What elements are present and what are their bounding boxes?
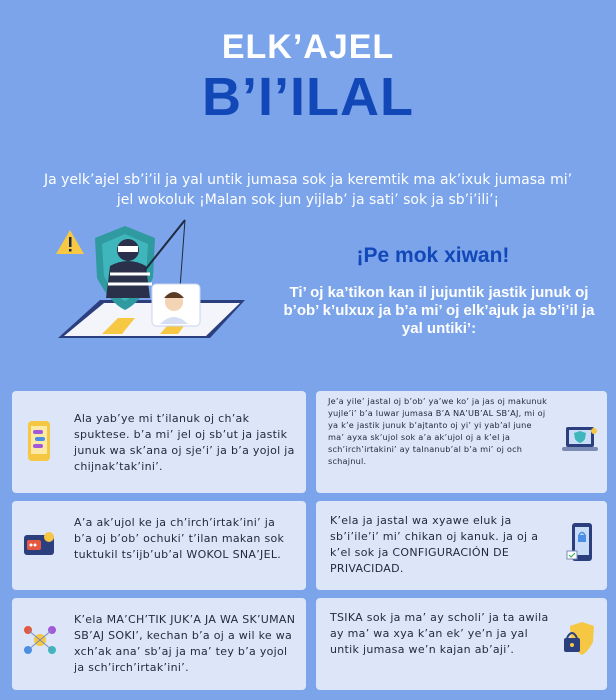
social-network-icon	[22, 622, 58, 662]
tips-lead-text: Ti’ oj ka’tikon kan il jujuntik jastik junuk oj b’ob’ k’ulxux ja b’a mi’ oj elk’ajuk ja sb’i’il ja yal untiki’:	[283, 284, 595, 337]
tip-text-6: TSIKA sok ja ma’ ay scholi’ ja ta awila ay ma’ wa xya k’an ek’ ye’n ja yal untik jumasa we’n kajan ab’aji’.	[330, 611, 549, 656]
password-alert-icon	[22, 531, 56, 563]
tip-text-4: K’ela ja jastal wa xyawe eluk ja sb’i’ile’i’ mi’ chikan oj kanuk. ja oj a k’el sok ja CONFIGURACIÓN DE PRIVACIDAD.	[330, 514, 539, 575]
title-line-1: ELK’AJEL	[221, 28, 395, 66]
subheading: ¡Pe mok xiwan!	[356, 244, 510, 267]
tip-text-1: Ala yab’ye mi t’ilanuk oj ch’ak spuktese. b’a mi’ jel oj sb’ut ja jastik junuk wa sk’ana oj sje’i’ ja b’a yojol ja chijnak’tak’ini’.	[74, 412, 295, 473]
tip-card-2	[316, 391, 607, 493]
tip-text-3: A’a ak’ujol ke ja ch’irch’irtak’ini’ ja b’a oj b’ob’ ochuki’ t’ilan makan sok tuktukil ts’ijb’ub’al WOKOL SNA’JEL.	[74, 516, 285, 561]
laptop-security-icon	[560, 425, 600, 459]
hacker-phishing-icon	[40, 218, 255, 368]
tip-card-4	[316, 501, 607, 590]
tip-card-6	[316, 598, 607, 690]
tip-text-5: K’ela MA’CH’TIK JUK’A JA WA SK’UMAN SB’AJ SOKI’, kechan b’a oj a wil ke wa xch’ak ana’ sb’aj ja ma’ tey b’a yojol ja sch’irch’irtak’ini’.	[74, 613, 296, 674]
tip-card-3	[12, 501, 306, 590]
tip-text-2: Je’a yile’ jastal oj b’ob’ ya’we ko’ ja jas oj makunuk yujle’i’ b’a luwar jumasa B’A NA’UB’AL SB’AJ, mi oj ya k’e jastik junuk b’ajtanto oj yi’ yi yab’al june ma’ ayxa sk’ujol sok a’a ak’ujol oj a k’el ja sch’irch’irtakini’ ay talnanub’al b’a mi’ oj och schajnul.	[328, 396, 548, 466]
phone-lock-icon	[566, 521, 596, 571]
shield-lock-icon	[562, 622, 598, 662]
phone-chat-icon	[26, 419, 52, 467]
tip-card-5	[12, 598, 306, 690]
title-line-2: B’I’ILAL	[202, 67, 414, 127]
intro-text: Ja yelk’ajel sb’i’il ja yal untik jumasa sok ja keremtik ma ak’ixuk jumasa mi’ jel wokoluk ¡Malan sok jun yijlab’ ja sati’ sok ja sb’i’ili’¡	[43, 172, 573, 208]
tip-card-1	[12, 391, 306, 493]
hero-illustration	[40, 218, 255, 368]
